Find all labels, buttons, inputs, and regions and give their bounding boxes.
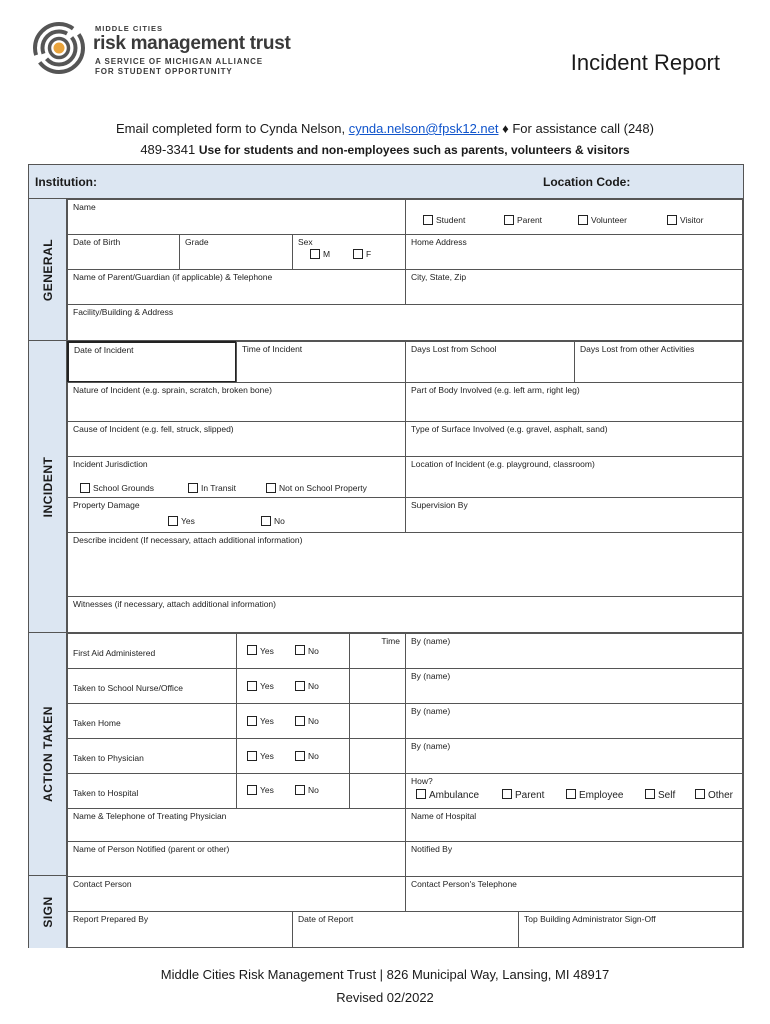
city-label: City, State, Zip: [411, 272, 467, 282]
location-code-label: Location Code:: [543, 175, 631, 189]
checkbox-icon: [247, 716, 257, 726]
days-other-label: Days Lost from other Activities: [580, 344, 695, 354]
person-type-field: [405, 199, 743, 235]
checkbox-icon: [247, 785, 257, 795]
contact-phone: 489-3341: [140, 142, 196, 157]
body-part-label: Part of Body Involved (e.g. left arm, right leg): [411, 385, 580, 395]
checkbox-icon: [295, 716, 305, 726]
checkbox-icon: [645, 789, 655, 799]
first-aid-time[interactable]: [349, 633, 406, 669]
location-label: Location of Incident (e.g. playground, classroom): [411, 459, 595, 469]
hospital-how: [405, 773, 743, 809]
checkbox-icon: [247, 751, 257, 761]
home-address-field[interactable]: [405, 234, 743, 270]
nurse-yes[interactable]: Yes: [247, 680, 274, 692]
checkbox-icon: [80, 483, 90, 493]
contact-prefix: Email completed form to Cynda Nelson,: [116, 121, 346, 136]
describe-field[interactable]: [67, 532, 743, 597]
hospital-yes-no: [236, 773, 350, 809]
how-self[interactable]: Self: [645, 790, 675, 802]
supervision-field[interactable]: [405, 497, 743, 533]
contact-assist: ♦ For assistance call (248): [502, 121, 654, 136]
sex-label: Sex: [298, 237, 313, 247]
logo-small-line: MIDDLE CITIES: [95, 24, 164, 33]
section-general-label: GENERAL: [40, 238, 55, 301]
contact-phone-label: Contact Person's Telephone: [411, 879, 517, 889]
notified-by-label: Notified By: [411, 844, 453, 854]
institution-bar: [29, 165, 743, 199]
checkbox-icon: [504, 215, 514, 225]
physician-name-label: Name & Telephone of Treating Physician: [73, 811, 227, 821]
logo-tagline: [95, 57, 263, 77]
date-report-field[interactable]: [292, 911, 519, 948]
first-aid-yes[interactable]: Yes: [247, 645, 274, 658]
checkbox-icon: [247, 645, 257, 655]
contact-instructions: [60, 118, 710, 161]
jurisdiction-not-school[interactable]: Not on School Property: [266, 482, 367, 494]
nature-label: Nature of Incident (e.g. sprain, scratch, broken bone): [73, 385, 272, 395]
supervision-label: Supervision By: [411, 500, 468, 510]
time-label: Time: [381, 636, 400, 646]
notified-by-field[interactable]: [405, 841, 743, 877]
days-school-field[interactable]: [405, 341, 575, 383]
grade-label: Grade: [185, 237, 209, 247]
describe-label: Describe incident (If necessary, attach additional information): [73, 535, 303, 545]
physician-name-field[interactable]: [67, 808, 406, 842]
parent-field[interactable]: [67, 269, 406, 305]
days-school-label: Days Lost from School: [411, 344, 497, 354]
name-field[interactable]: [67, 199, 406, 235]
physician-by[interactable]: By (name): [405, 738, 743, 774]
hospital-name-label: Name of Hospital: [411, 811, 477, 821]
org-logo: [33, 22, 293, 84]
facility-field[interactable]: [67, 304, 743, 341]
first-aid-by[interactable]: By (name): [405, 633, 743, 669]
how-employee[interactable]: Employee: [566, 790, 623, 802]
jurisdiction-in-transit[interactable]: In Transit: [188, 482, 236, 494]
nurse-time[interactable]: [349, 668, 406, 704]
footer-address: Middle Cities Risk Management Trust | 826 Municipal Way, Lansing, MI 48917: [160, 967, 610, 982]
property-damage-no[interactable]: No: [261, 515, 285, 527]
surface-label: Type of Surface Involved (e.g. gravel, asphalt, sand): [411, 424, 608, 434]
action-row-label: Taken to School Nurse/Office: [67, 668, 237, 704]
section-sign: [29, 876, 67, 948]
property-damage-yes[interactable]: Yes: [168, 515, 195, 527]
hospital-time[interactable]: [349, 773, 406, 809]
checkbox-icon: [416, 789, 426, 799]
how-ambulance[interactable]: Ambulance: [416, 790, 479, 802]
checkbox-icon: [295, 645, 305, 655]
property-damage-label: Property Damage: [73, 500, 140, 510]
contact-person-field[interactable]: [67, 876, 406, 912]
sex-m-checkbox[interactable]: M: [310, 248, 330, 260]
action-row-label: Taken to Hospital: [67, 773, 237, 809]
checkbox-icon: [188, 483, 198, 493]
person-type-parent[interactable]: Parent: [504, 214, 542, 226]
contact-email-link[interactable]: cynda.nelson@fpsk12.net: [348, 121, 499, 136]
section-incident: [29, 341, 67, 633]
checkbox-icon: [295, 751, 305, 761]
home-address-label: Home Address: [411, 237, 467, 247]
section-action-label: ACTION TAKEN: [40, 706, 55, 802]
physician-yes-no: [236, 738, 350, 774]
how-label: How?: [411, 776, 433, 786]
checkbox-icon: [502, 789, 512, 799]
logo-tagline-1: A SERVICE OF MICHIGAN ALLIANCE: [95, 57, 264, 66]
action-row-label: Taken Home: [67, 703, 237, 739]
hospital-yes[interactable]: Yes: [247, 784, 274, 796]
sex-field: [292, 234, 406, 270]
physician-yes[interactable]: Yes: [247, 750, 274, 762]
cause-label: Cause of Incident (e.g. fell, struck, slipped): [73, 424, 234, 434]
jurisdiction-field: [67, 456, 406, 498]
grade-field[interactable]: [179, 234, 293, 270]
dob-field[interactable]: [67, 234, 180, 270]
prepared-by-label: Report Prepared By: [73, 914, 149, 924]
first-aid-no[interactable]: No: [295, 645, 319, 658]
property-damage-field: [67, 497, 406, 533]
person-notified-label: Name of Person Notified (parent or other): [73, 844, 230, 854]
checkbox-icon: [695, 789, 705, 799]
usage-note: Use for students and non-employees such as parents, volunteers & visitors: [198, 143, 630, 157]
checkbox-icon: [353, 249, 363, 259]
checkbox-icon: [310, 249, 320, 259]
surface-field[interactable]: [405, 421, 743, 457]
checkbox-icon: [168, 516, 178, 526]
location-field[interactable]: [405, 456, 743, 498]
home-by[interactable]: By (name): [405, 703, 743, 739]
section-general: [29, 199, 67, 341]
page-title: Incident Report: [570, 50, 720, 75]
checkbox-icon: [667, 215, 677, 225]
city-field[interactable]: [405, 269, 743, 305]
name-label: Name: [73, 202, 96, 212]
jurisdiction-school-grounds[interactable]: School Grounds: [80, 482, 154, 494]
first-aid-yes-no: [236, 633, 350, 669]
checkbox-icon: [247, 681, 257, 691]
home-yes-no: [236, 703, 350, 739]
nature-field[interactable]: [67, 382, 406, 422]
checkbox-icon: [423, 215, 433, 225]
home-no[interactable]: No: [295, 715, 319, 727]
section-action: [29, 633, 67, 876]
how-other[interactable]: Other: [695, 790, 733, 802]
witnesses-field[interactable]: [67, 596, 743, 633]
person-type-visitor[interactable]: Visitor: [667, 214, 703, 226]
dob-label: Date of Birth: [73, 237, 121, 247]
section-incident-label: INCIDENT: [40, 456, 55, 517]
contact-person-label: Contact Person: [73, 879, 132, 889]
checkbox-icon: [295, 785, 305, 795]
checkbox-icon: [566, 789, 576, 799]
days-other-field[interactable]: [574, 341, 743, 383]
home-yes[interactable]: Yes: [247, 715, 274, 727]
checkbox-icon: [295, 681, 305, 691]
physician-no[interactable]: No: [295, 750, 319, 762]
hospital-name-field[interactable]: [405, 808, 743, 842]
parent-label: Name of Parent/Guardian (if applicable) & Telephone: [73, 272, 273, 282]
nurse-no[interactable]: No: [295, 680, 319, 692]
facility-label: Facility/Building & Address: [73, 307, 174, 317]
hospital-no[interactable]: No: [295, 784, 319, 796]
nurse-yes-no: [236, 668, 350, 704]
prepared-by-field[interactable]: [67, 911, 293, 948]
incident-date-field[interactable]: [67, 341, 237, 383]
how-parent[interactable]: Parent: [502, 790, 544, 802]
logo-name: risk management trust: [93, 33, 291, 54]
target-logo-icon: [33, 22, 85, 74]
institution-label: Institution:: [35, 175, 97, 189]
admin-signoff-field[interactable]: [518, 911, 743, 948]
section-sign-label: SIGN: [40, 896, 55, 928]
action-row-label: First Aid Administered: [67, 633, 237, 669]
cause-field[interactable]: [67, 421, 406, 457]
body-part-field[interactable]: [405, 382, 743, 422]
incident-time-label: Time of Incident: [242, 344, 303, 354]
incident-date-label: Date of Incident: [74, 345, 134, 355]
logo-tagline-2: FOR STUDENT OPPORTUNITY: [95, 67, 233, 76]
checkbox-icon: [578, 215, 588, 225]
person-notified-field[interactable]: [67, 841, 406, 877]
home-time[interactable]: [349, 703, 406, 739]
contact-phone-field[interactable]: [405, 876, 743, 912]
checkbox-icon: [261, 516, 271, 526]
physician-time[interactable]: [349, 738, 406, 774]
person-type-student[interactable]: Student: [423, 214, 465, 226]
person-type-volunteer[interactable]: Volunteer: [578, 214, 627, 226]
action-row-label: Taken to Physician: [67, 738, 237, 774]
footer-revised: Revised 02/2022: [336, 990, 434, 1005]
nurse-by[interactable]: By (name): [405, 668, 743, 704]
witnesses-label: Witnesses (if necessary, attach additional information): [73, 599, 276, 609]
incident-time-field[interactable]: [236, 341, 406, 383]
date-report-label: Date of Report: [298, 914, 354, 924]
admin-signoff-label: Top Building Administrator Sign-Off: [524, 914, 656, 924]
sex-f-checkbox[interactable]: F: [353, 248, 371, 260]
checkbox-icon: [266, 483, 276, 493]
jurisdiction-label: Incident Jurisdiction: [73, 459, 148, 469]
incident-form: [28, 164, 744, 948]
